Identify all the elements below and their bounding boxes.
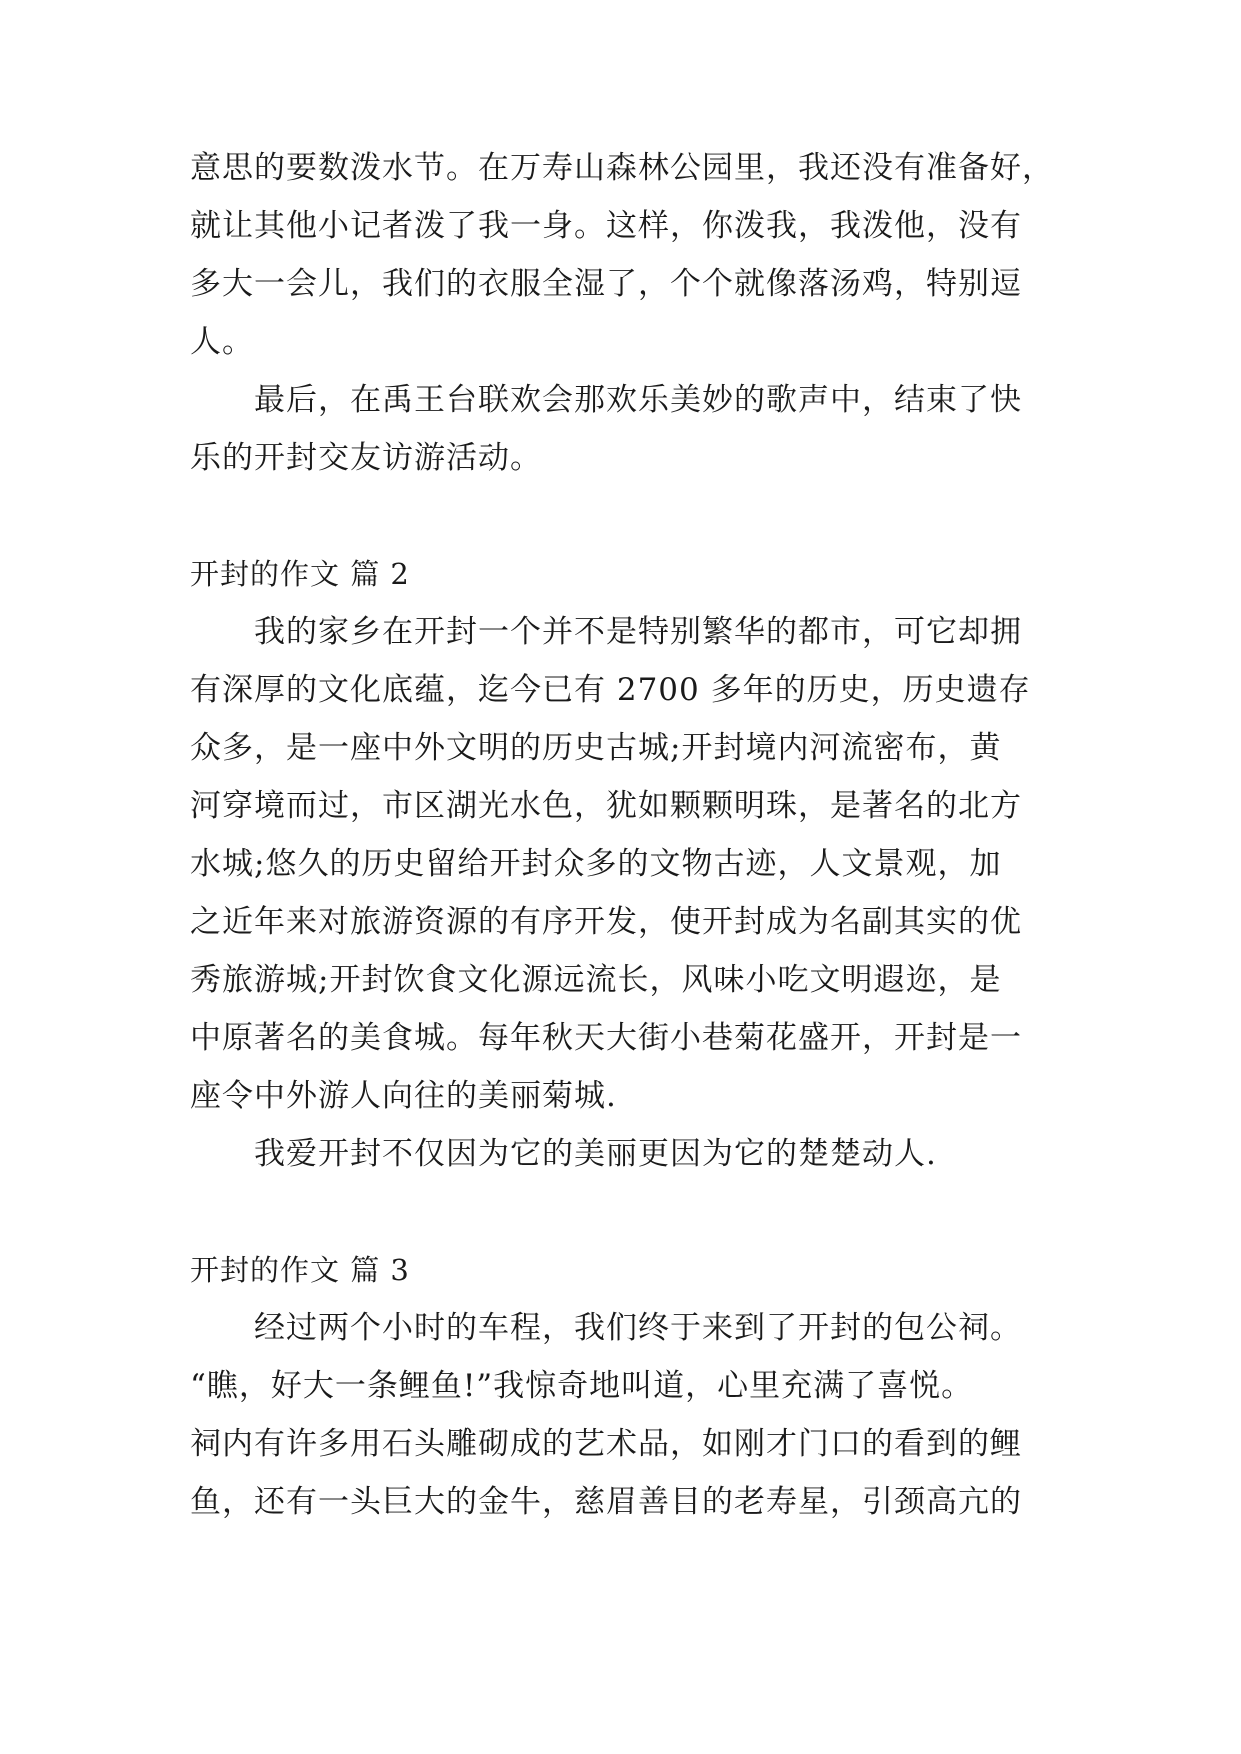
text-line: 水城;悠久的历史留给开封众多的文物古迹，人文景观，加	[190, 846, 1002, 882]
text-line: 鱼，还有一头巨大的金牛，慈眉善目的老寿星，引颈高亢的	[190, 1484, 1022, 1520]
text-line: 经过两个小时的车程，我们终于来到了开封的包公祠。	[190, 1310, 1022, 1346]
text-line: 意思的要数泼水节。在万寿山森林公园里，我还没有准备好，	[190, 150, 1054, 186]
text-line: 有深厚的文化底蕴，迄今已有 2700 多年的历史，历史遗存	[190, 672, 1031, 708]
text-line: 我爱开封不仅因为它的美丽更因为它的楚楚动人.	[190, 1136, 937, 1172]
text-line: 众多，是一座中外文明的历史古城;开封境内河流密布，黄	[190, 730, 1002, 766]
text-line: 多大一会儿，我们的衣服全湿了，个个就像落汤鸡，特别逗	[190, 266, 1022, 302]
section-heading: 开封的作文 篇 3	[190, 1253, 410, 1287]
text-line: 最后，在禹王台联欢会那欢乐美妙的歌声中，结束了快	[190, 382, 1022, 418]
text-line: 河穿境而过，市区湖光水色，犹如颗颗明珠，是著名的北方	[190, 788, 1022, 824]
section-heading: 开封的作文 篇 2	[190, 557, 410, 591]
text-line: 之近年来对旅游资源的有序开发，使开封成为名副其实的优	[190, 904, 1022, 940]
text-line: 人。	[190, 324, 254, 360]
text-line: 我的家乡在开封一个并不是特别繁华的都市，可它却拥	[190, 614, 1022, 650]
text-line: 中原著名的美食城。每年秋天大街小巷菊花盛开，开封是一	[190, 1020, 1022, 1056]
text-line: 秀旅游城;开封饮食文化源远流长，风味小吃文明遐迩，是	[190, 962, 1002, 998]
text-line: 祠内有许多用石头雕砌成的艺术品，如刚才门口的看到的鲤	[190, 1426, 1022, 1462]
text-line: 乐的开封交友访游活动。	[190, 440, 542, 476]
text-line: 座令中外游人向往的美丽菊城.	[190, 1078, 617, 1114]
text-line: 就让其他小记者泼了我一身。这样，你泼我，我泼他，没有	[190, 208, 1022, 244]
text-line: “瞧，好大一条鲤鱼!”我惊奇地叫道，心里充满了喜悦。	[190, 1368, 974, 1404]
